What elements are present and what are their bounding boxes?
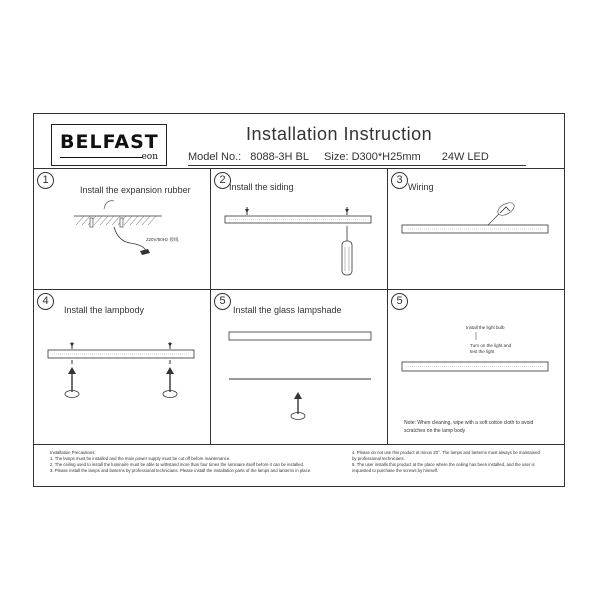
step-title: Install the siding bbox=[229, 182, 294, 192]
step-2 bbox=[211, 169, 388, 290]
wiring-illustration bbox=[388, 169, 564, 290]
brand-sub: eon bbox=[141, 152, 158, 162]
header bbox=[34, 114, 564, 169]
step-number: 3 bbox=[391, 172, 408, 189]
step-6 bbox=[388, 290, 564, 445]
step-5 bbox=[211, 290, 388, 445]
power-value: 24W LED bbox=[441, 151, 489, 163]
page-title: Installation Instruction bbox=[246, 124, 433, 144]
step-title: Install the expansion rubber bbox=[80, 185, 191, 195]
precaution-2: 2. The ceiling used to install the luminaire must be able to withstand more than four times the luminaire itself before it can be installed. bbox=[50, 462, 305, 467]
size-label: Size: bbox=[324, 151, 349, 163]
step-1 bbox=[34, 169, 211, 290]
brand-underline bbox=[60, 157, 142, 158]
step-title: Install the lampbody bbox=[64, 305, 145, 315]
bulb-label: Install the light bulb bbox=[466, 325, 505, 330]
precaution-5: 5. The user installs this product at the place where the ceiling has been installed, and the user is bbox=[352, 462, 535, 467]
precaution-4b: by professional technicians. bbox=[352, 456, 405, 461]
siding-illustration bbox=[211, 169, 388, 290]
voltage-label: 220V/50Hz 接线 bbox=[146, 237, 179, 242]
precaution-5b: requested to purchase the screws by himself. bbox=[352, 468, 439, 473]
step-title: Wiring bbox=[408, 182, 434, 192]
step-number: 2 bbox=[214, 172, 231, 189]
precaution-3: 3. Please install the lamps and lanterns by professional technicians. Please install the installation parts of the lamps and lanterns in place. bbox=[50, 468, 312, 473]
turn-on-label: Turn on the light and bbox=[470, 343, 512, 348]
model-value: 8088-3H BL bbox=[250, 151, 309, 163]
precautions-heading: Installation Precautions: bbox=[50, 450, 96, 455]
model-label: Model No.: bbox=[188, 151, 242, 163]
step-number: 5 bbox=[391, 293, 408, 310]
model-underline bbox=[188, 165, 526, 166]
precaution-1: 1. The lamps must be installed and the main power supply must be cut off before maintenance. bbox=[50, 456, 231, 461]
brand-name: BELFAST bbox=[60, 131, 159, 153]
step-number: 1 bbox=[37, 172, 54, 189]
brand-logo bbox=[51, 124, 167, 166]
size-value: D300*H25mm bbox=[351, 151, 421, 163]
step-number: 4 bbox=[37, 293, 54, 310]
step-4 bbox=[34, 290, 211, 445]
lampshade-illustration bbox=[211, 290, 388, 445]
instruction-sheet bbox=[33, 113, 565, 487]
test-light-label: test the light bbox=[470, 349, 495, 354]
step-3 bbox=[388, 169, 564, 290]
step-title: Install the glass lampshade bbox=[233, 305, 342, 315]
expansion-rubber-illustration bbox=[34, 169, 211, 290]
cleaning-note-2: scratches on the lamp body bbox=[404, 428, 466, 434]
model-info bbox=[188, 151, 495, 163]
lampbody-illustration bbox=[34, 290, 211, 445]
step-number: 5 bbox=[214, 293, 231, 310]
precautions bbox=[34, 445, 564, 486]
cleaning-note: Note: When cleaning, wipe with a soft cotton cloth to avoid bbox=[404, 420, 534, 426]
precaution-4: 4. Please do not use this product at minus 20°. The lamps and lanterns must always be maintained bbox=[352, 450, 540, 455]
